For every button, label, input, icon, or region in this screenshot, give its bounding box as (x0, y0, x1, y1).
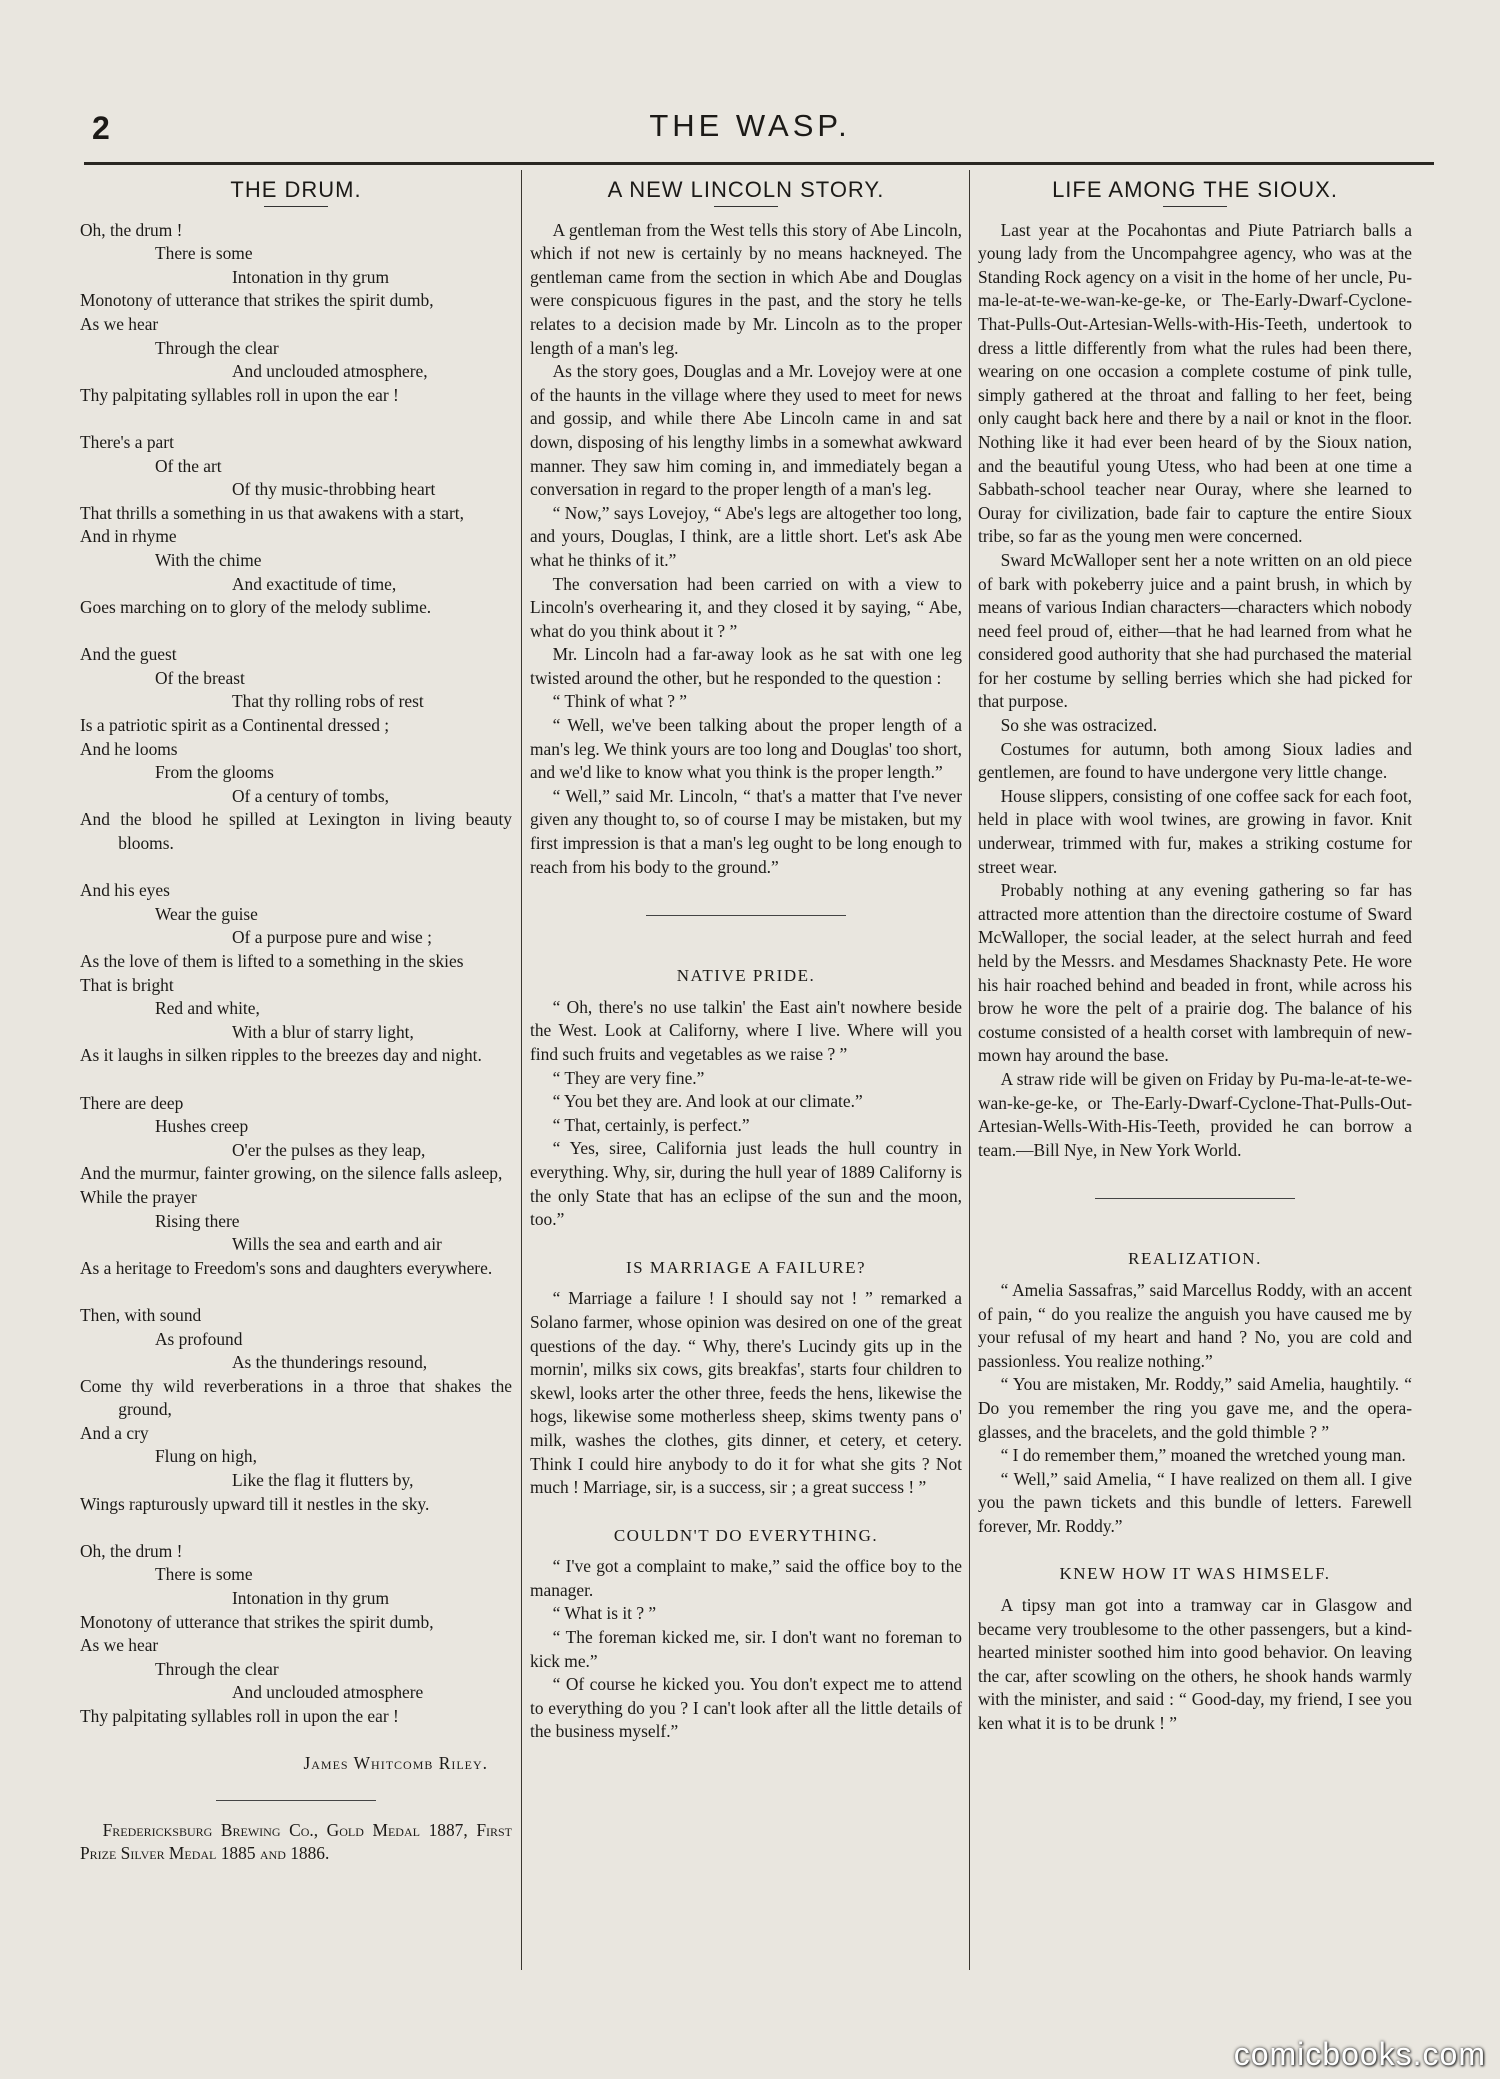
poem-line: Through the clear (155, 1658, 279, 1679)
paragraph: “ They are very fine.” (552, 1067, 705, 1088)
paragraph: “ Oh, there's no use talkin' the East ain't nowhere beside the West. Look at Californy, where I live. Where will you find such fruits and vegetables as we raise ? ” (530, 996, 962, 1064)
paragraph: Probably nothing at any evening gathering so far has attracted more attention than the directoire costume of Sward McWalloper, the social leader, at the select hurrah and feed held by the Messrs. and Mesdames Shacknasty Pete. He wore his hair roached behind and beaded in front, while across his brow he wore the pelt of a prairie dog. The balance of his costume consisted of a health corset with lambrequin of new-mown hay around the base. (978, 880, 1412, 1066)
paragraph: As the story goes, Douglas and a Mr. Lovejoy were at one of the haunts in the village where they used to meet for news and gossip, and while there Abe Lincoln came in and sat down, disposing of his lengthy limbs in a somewhat awkward manner. They saw him coming in, and immediately began a conversation in regard to the proper length of a man's leg. (530, 361, 962, 500)
paragraph: “ I've got a complaint to make,” said the office boy to the manager. (530, 1556, 962, 1600)
header-rule (84, 162, 1434, 165)
paragraph: “ I do remember them,” moaned the wretched young man. (1000, 1445, 1406, 1466)
poem-line: Thy palpitating syllables roll in upon the ear ! (80, 384, 399, 405)
masthead: THE WASP. (649, 108, 851, 143)
article-title-himself: KNEW HOW IT WAS HIMSELF. (1059, 1564, 1331, 1584)
poem-line: Through the clear (155, 337, 279, 358)
poem-line: There is some (155, 243, 253, 264)
poem-line: And exactitude of time, (232, 573, 397, 594)
poem-line: Wear the guise (155, 903, 258, 924)
poem-line: From the glooms (155, 762, 274, 783)
paragraph: A tipsy man got into a tramway car in Glasgow and became very troublesome to the other passengers, but a kind-hearted minister soothed him into good behavior. On leaving the car, after scowling on the others, he shook hands warmly with the minister, and said : “ Good-day, my friend, I see you ken what it is to be drunk ! ” (978, 1595, 1412, 1734)
paragraph: “ Well,” said Amelia, “ I have realized on them all. I give you the pawn tickets and this bundle of letters. Farewell forever, Mr. Roddy.” (978, 1468, 1412, 1536)
paragraph: “ Well, we've been talking about the proper length of a man's leg. We think yours are too long and Douglas' too short, and we'd like to know what you think is the proper length.” (530, 715, 963, 783)
poem-line: There is some (155, 1564, 253, 1585)
poem-line: Of a century of tombs, (232, 785, 389, 806)
article-title-sioux: LIFE AMONG THE SIOUX. (1052, 177, 1338, 202)
paragraph: Sward McWalloper sent her a note written on an old piece of bark with pokeberry juice and a paint brush, in which by means of various Indian characters—characters which nobody need feel proud of, either—that he had learned from what he considered good authority that she had purchased the material for her costume by selling berries which she had picked for that purpose. (978, 549, 1412, 712)
title-rule (264, 206, 328, 207)
article-title-lincoln: A NEW LINCOLN STORY. (607, 177, 885, 202)
poem-line: As the thunderings resound, (232, 1352, 428, 1373)
poem-line: And the guest (80, 644, 177, 665)
poem-line: O'er the pulses as they leap, (232, 1139, 426, 1160)
watermark: comicbooks.com (1233, 2036, 1486, 2072)
poem-line: And his eyes (80, 880, 170, 901)
poem-line: With the chime (155, 549, 262, 570)
title-rule (714, 206, 778, 207)
poem-line: Flung on high, (155, 1446, 257, 1467)
poem-line: There's a part (80, 431, 174, 452)
poem-stanza (80, 431, 512, 620)
poem-line: There are deep (80, 1092, 184, 1113)
section-separator (216, 1800, 376, 1801)
poem-line: And the blood he spilled at Lexington in living beauty blooms. (80, 809, 512, 854)
article-marriage-body (530, 1287, 962, 1499)
article-everything-body (530, 1555, 962, 1744)
title-rule (1163, 206, 1227, 207)
section-separator (1095, 1198, 1295, 1199)
article-title-marriage: IS MARRIAGE A FAILURE? (626, 1257, 866, 1277)
poem-the-drum (80, 219, 512, 1729)
poem-line: As the love of them is lifted to a something in the skies (80, 951, 464, 971)
poem-line: That is bright (80, 974, 174, 995)
column-1 (80, 172, 512, 1866)
poem-line: And a cry (80, 1422, 149, 1443)
poem-line: That thy rolling robs of rest (232, 691, 424, 712)
article-realization-body (978, 1279, 1412, 1539)
paragraph: “ Think of what ? ” (552, 691, 688, 712)
paragraph: So she was ostracized. (1000, 715, 1158, 736)
article-lincoln-body (530, 219, 962, 880)
poem-line: Thy palpitating syllables roll in upon the ear ! (80, 1706, 399, 1726)
column-3 (978, 172, 1412, 1736)
poem-line: Hushes creep (155, 1116, 249, 1137)
poem-line: As we hear (80, 313, 159, 334)
poem-stanza (80, 879, 512, 1068)
paragraph: A straw ride will be given on Friday by Pu-ma-le-at-te-we-wan-ke-ge-ke, or The-Early-Dwarf-Cyclone-That-Pulls-Out-Artesian-Wells-With-His-Teeth, provided he can borrow a team.—Bill Nye, in New York World. (978, 1068, 1412, 1160)
paragraph: Mr. Lincoln had a far-away look as he sat with one leg twisted around the other, but he responded to the question : (530, 644, 962, 688)
article-title-everything: COULDN'T DO EVERYTHING. (613, 1525, 879, 1545)
column-divider-right (969, 170, 970, 1970)
article-native-pride-body (530, 996, 962, 1232)
poem-line: With a blur of starry light, (232, 1021, 414, 1042)
paragraph: “ Marriage a failure ! I should say not ! ” remarked a Solano farmer, whose opinion was desired on one of the great questions of the day. “ Why, there's Lucindy gits up in the mornin', milks six cows, gits breakfas', starts four children to skewl, looks arter the other three, feeds the hens, likewise the hogs, likewise some motherless sheep, skims twenty pans o' milk, washes the clothes, gits dinner, et cetery, et cetery. Think I could hire anybody to do it for what she gits ? Not much ! Marriage, sir, is a success, sir ; a great success ! ” (530, 1288, 962, 1498)
paragraph: House slippers, consisting of one coffee sack for each foot, held in place with wool twines, are growing in favor. Knit underwear, trimmed with fur, makes a striking costume for street wear. (978, 785, 1412, 877)
poem-line: Of the art (155, 455, 222, 476)
article-himself-body (978, 1594, 1412, 1736)
poem-stanza (80, 1304, 512, 1516)
paragraph: “ Well,” said Mr. Lincoln, “ that's a matter that I've never given any thought to, so of course I may be mistaken, but my first impression is that a man's leg ought to be long enough to reach from his body to the ground.” (530, 785, 962, 877)
column-2 (530, 172, 962, 1744)
paragraph: “ You bet they are. And look at our climate.” (552, 1091, 863, 1112)
poem-line: And unclouded atmosphere, (232, 361, 428, 382)
poem-line: That thrills a something in us that awakens with a start, (80, 502, 464, 523)
poem-signature: James Whitcomb Riley. (303, 1753, 488, 1774)
poem-line: Rising there (155, 1210, 240, 1231)
poem-stanza (80, 219, 512, 408)
poem-line: Monotony of utterance that strikes the spirit dumb, (80, 1611, 434, 1632)
poem-line: Oh, the drum ! (80, 219, 183, 240)
poem-line: Is a patriotic spirit as a Continental dressed ; (80, 715, 390, 736)
paragraph: The conversation had been carried on with a view to Lincoln's overhearing it, and they closed it by saying, “ Abe, what do you think about it ? ” (530, 573, 962, 641)
paragraph: “ Yes, siree, California just leads the hull country in everything. Why, sir, during the hull year of 1889 Californy is the only State that has an eclipse of the sun and the moon, too.” (530, 1138, 962, 1230)
paragraph: “ What is it ? ” (552, 1603, 657, 1624)
poem-stanza (80, 1092, 512, 1281)
poem-line: Red and white, (155, 998, 260, 1019)
poem-stanza (80, 1540, 512, 1729)
poem-stanza (80, 643, 512, 855)
section-separator (646, 915, 846, 916)
paragraph: A gentleman from the West tells this story of Abe Lincoln, which if not new is certainly by no means hackneyed. The gentleman came from the section in which Abe and Douglas were conspicuous figures in the past, and the story he tells relates to a decision made by Mr. Lincoln as to the proper length of a man's leg. (530, 219, 962, 358)
poem-line: And in rhyme (80, 526, 177, 547)
paragraph: “ You are mistaken, Mr. Roddy,” said Amelia, haughtily. “ Do you remember the ring you gave me, and the opera-glasses, and the bracelets, and the gold thimble ? ” (978, 1374, 1412, 1442)
poem-line: Intonation in thy grum (232, 1588, 389, 1609)
poem-line: And the murmur, fainter growing, on the silence falls asleep, (80, 1163, 503, 1184)
poem-line: Goes marching on to glory of the melody sublime. (80, 597, 432, 618)
poem-line: Of thy music-throbbing heart (232, 479, 436, 500)
poem-line: Wills the sea and earth and air (232, 1234, 442, 1255)
poem-line: Of a purpose pure and wise ; (232, 927, 432, 948)
poem-line: As profound (155, 1328, 243, 1349)
paragraph: “ Amelia Sassafras,” said Marcellus Roddy, with an accent of pain, “ do you realize the anguish you have caused me by your refusal of my heart and hand ? No, you are cold and passionless. You realize nothing.” (978, 1279, 1412, 1371)
brewing-notice: Fredericksburg Brewing Co., Gold Medal 1887, First Prize Silver Medal 1885 and 1886. (80, 1819, 512, 1864)
article-title-realization: REALIZATION. (1128, 1249, 1262, 1269)
poem-line: And unclouded atmosphere (232, 1682, 424, 1703)
poem-line: As a heritage to Freedom's sons and daughters everywhere. (80, 1257, 493, 1278)
column-divider-left (521, 170, 522, 1970)
poem-line: Of the breast (155, 667, 245, 688)
poem-line: As it laughs in silken ripples to the breezes day and night. (80, 1045, 482, 1066)
poem-line: Intonation in thy grum (232, 266, 389, 287)
poem-line: Monotony of utterance that strikes the spirit dumb, (80, 290, 434, 311)
poem-line: As we hear (80, 1635, 159, 1656)
article-title-native-pride: NATIVE PRIDE. (676, 966, 816, 986)
paragraph: Costumes for autumn, both among Sioux ladies and gentlemen, are found to have undergone very little change. (978, 738, 1412, 783)
poem-line: While the prayer (80, 1186, 197, 1207)
paragraph: “ Of course he kicked you. You don't expect me to attend to everything do you ? I can't look after all the little details of the business myself.” (530, 1674, 962, 1742)
poem-line: Then, with sound (80, 1304, 202, 1325)
article-title-drum: THE DRUM. (230, 177, 362, 202)
poem-line: Wings rapturously upward till it nestles in the sky. (80, 1493, 430, 1514)
poem-line: Come thy wild reverberations in a throe that shakes the ground, (80, 1375, 512, 1420)
article-sioux-body (978, 219, 1412, 1163)
paragraph: Last year at the Pocahontas and Piute Patriarch balls a young lady from the Uncompahgree agency, who was at the Standing Rock agency on a visit in the home of her uncle, Pu-ma-le-at-te-we-wan-ke-ge-ke, or The-Early-Dwarf-Cyclone-That-Pulls-Out-Artesian-Wells-with-His-Teeth, undertook to dress a little differently from what the rules had been there, wearing on one occasion a complete costume of pink tulle, simply gathered at the throat and falling to her feet, being only caught back here and there by a nail or knot in the floor. Nothing like it had ever been heard of by the Sioux nation, and the beautiful young Utess, who had been at one time a Sabbath-school teacher near Ouray, where she learned to Ouray for civilization, bade fair to capture the entire Sioux tribe, so far as the young men were concerned. (978, 219, 1412, 547)
poem-line: Oh, the drum ! (80, 1540, 183, 1561)
paragraph: “ The foreman kicked me, sir. I don't want no foreman to kick me.” (530, 1627, 962, 1671)
page-number: 2 (92, 110, 110, 146)
paragraph: “ That, certainly, is perfect.” (552, 1114, 750, 1135)
poem-line: Like the flag it flutters by, (232, 1470, 414, 1491)
poem-line: And he looms (80, 738, 178, 759)
paragraph: “ Now,” says Lovejoy, “ Abe's legs are altogether too long, and yours, Douglas, I think, are a little short. Let's ask Abe what he thinks of it.” (530, 502, 962, 570)
